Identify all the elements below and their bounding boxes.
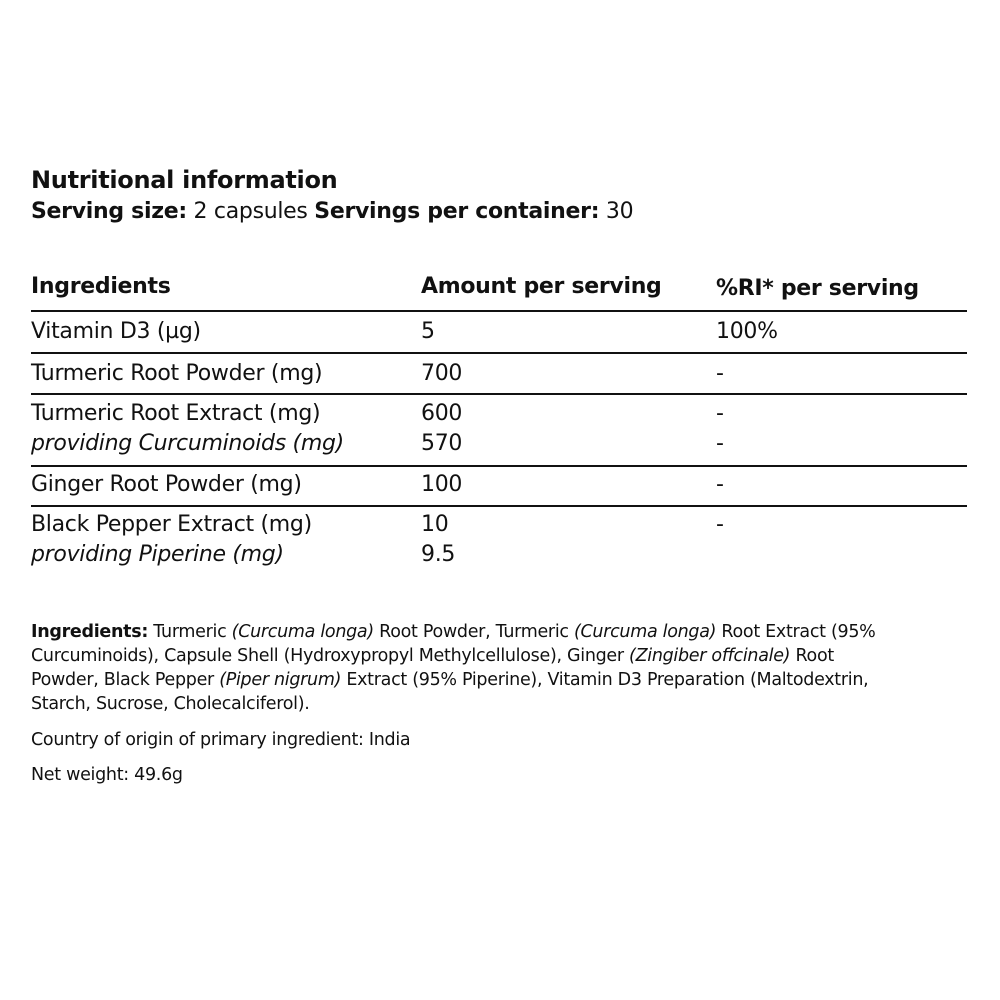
ingredients-paragraph [31, 620, 891, 716]
row-amount-turmeric-root-extract: 600 [421, 401, 463, 426]
net-weight: Net weight: 49.6g [31, 765, 183, 785]
row-ingredient-turmeric-root-powder: Turmeric Root Powder (mg) [31, 361, 323, 386]
serving-info [31, 199, 633, 224]
serving-size-label: Serving size: [31, 199, 187, 224]
table-header-divider [31, 310, 967, 312]
servings-per-container-value: 30 [605, 199, 634, 224]
row-amount-turmeric-root-powder: 700 [421, 361, 463, 386]
latin-name: (Curcuma longa) [231, 622, 374, 642]
row-ri-black-pepper-extract: - [716, 512, 724, 537]
row-amount-ginger-root-powder: 100 [421, 472, 463, 497]
ingredients-text: Root Powder, Turmeric [373, 622, 574, 642]
serving-size-value: 2 capsules [193, 199, 308, 224]
row-amount-vitamin-d3: 5 [421, 319, 435, 344]
row-divider [31, 505, 967, 507]
ingredients-text: Root Powder, Black Pepper [31, 646, 834, 690]
servings-per-container-label: Servings per container: [314, 199, 600, 224]
row-ri-turmeric-root-powder: - [716, 361, 724, 386]
row-sub-ingredient-piperine: providing Piperine (mg) [31, 542, 284, 567]
row-ingredient-vitamin-d3: Vitamin D3 (µg) [31, 319, 201, 344]
row-ri-ginger-root-powder: - [716, 472, 724, 497]
column-header-ri: %RI* per serving [716, 276, 919, 301]
latin-name: (Curcuma longa) [573, 622, 717, 642]
row-ingredient-turmeric-root-extract: Turmeric Root Extract (mg) [31, 401, 321, 426]
ingredients-label: Ingredients: [31, 622, 149, 642]
column-header-ingredients: Ingredients [31, 274, 171, 299]
page-title: Nutritional information [31, 166, 338, 194]
row-divider [31, 352, 967, 354]
row-ingredient-black-pepper-extract: Black Pepper Extract (mg) [31, 512, 312, 537]
row-amount-black-pepper-extract: 10 [421, 512, 449, 537]
row-divider [31, 465, 967, 467]
row-sub-amount-piperine: 9.5 [421, 542, 456, 567]
row-ri-turmeric-root-extract: - [716, 401, 724, 426]
row-sub-ingredient-curcuminoids: providing Curcuminoids (mg) [31, 431, 344, 456]
latin-name: (Zingiber offcinale) [629, 646, 791, 666]
country-of-origin: Country of origin of primary ingredient: India [31, 730, 411, 750]
ingredients-text: Root Extract (95% Curcuminoids), Capsule Shell (Hydroxypropyl Methylcellulose), Ginger [31, 622, 876, 666]
row-sub-amount-curcuminoids: 570 [421, 431, 463, 456]
row-divider [31, 393, 967, 395]
ingredients-text: Turmeric [148, 622, 232, 642]
latin-name: (Piper nigrum) [219, 670, 342, 690]
ingredients-text: Extract (95% Piperine), Vitamin D3 Preparation (Maltodextrin, Starch, Sucrose, Cholecalciferol). [31, 670, 869, 714]
column-header-amount: Amount per serving [421, 274, 662, 299]
row-ri-vitamin-d3: 100% [716, 319, 778, 344]
row-ingredient-ginger-root-powder: Ginger Root Powder (mg) [31, 472, 302, 497]
row-sub-ri-curcuminoids: - [716, 431, 724, 456]
